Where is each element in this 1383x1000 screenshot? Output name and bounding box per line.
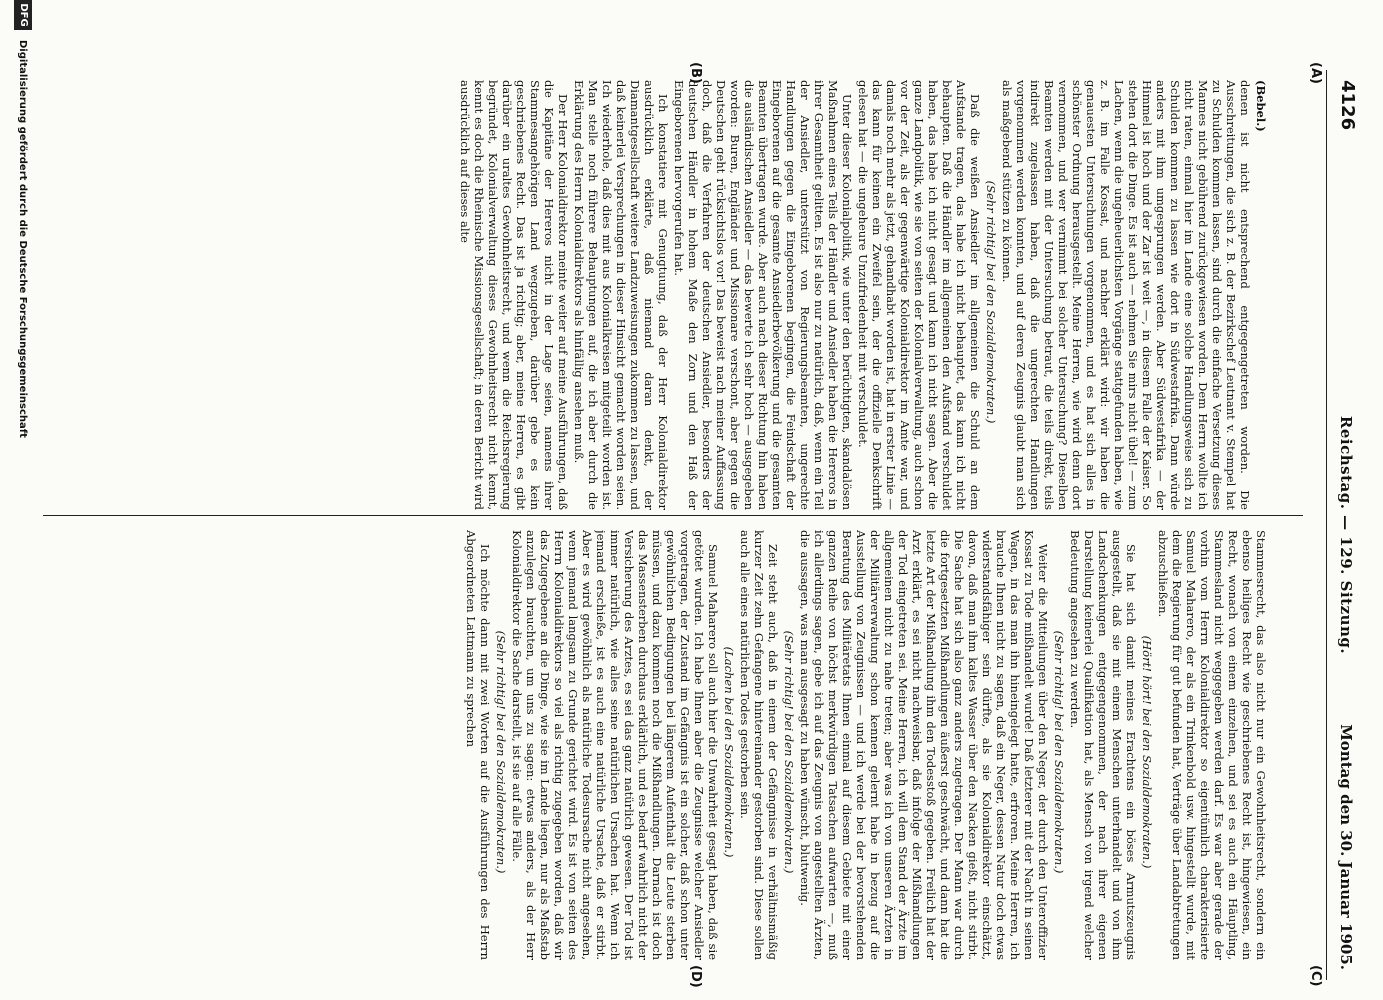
header-rule — [1326, 70, 1327, 980]
paragraph: Unter dieser Kolonialpolitik, wie unter den berüchtigten, skandalösen Maßnahmen eines Teils der Händler und Ansiedler haben die Hereros in ihrer Gesamtheit gelitten. Es ist also nur zu natürlich, daß, wenn ein Teil der Ansiedler, unterstützt von Regierungsbeamten, ungerechte Handlungen gegen die Eingeborenen begingen, die Feindschaft der Eingeborenen auf die gesamte Ansiedlerbevölkerung und die gesamten Beamten übertragen wurde. Aber auch nach dieser Richtung hin haben die ausländischen Ansiedler — das bewerte ich sehr hoch — ausgegeben worden: Buren, Engländer und Missionare verschont, aber gegen die Deutschen geht rücksichtslos vor! Das beweist nach meiner Auffassung doch, daß die Verfahren der deutschen Ansiedler, besonders der deutschen Händler in hohem Maße den Zorn und den Haß der Eingeborenen hervorgerufen hat. — [672, 80, 854, 510]
paragraph: Sie hat sich damit meines Erachtens ein böses Armutszeugnis ausgestellt, daß sie mit einem Menschen unterhandelt und von ihm Landschenkungen entgegengenommen, der nach ihrer eigenen Darstellung keinerlei Qualifikation hat, als Mensch von irgend welcher Bedeutung angesehen zu werden. — [1068, 530, 1138, 960]
interjection: (Sehr richtig! bei den Sozialdemokraten.) — [494, 630, 508, 874]
interjection: (Sehr richtig! bei den Sozialdemokraten.) — [782, 630, 796, 874]
speaker-name: (Bebel.) — [1254, 80, 1268, 132]
right-column — [68, 530, 1268, 960]
paragraph: Der Herr Kolonialdirektor meinte weiter auf meine Ausführungen, daß die Kapitäne der Hereros nicht in der Lage seien, namens ihrer Stammesangehörigen Land wegzugeben, darüber gebe es kein geschriebenes Recht. Das ist ja richtig; aber, meine Herren, es gibt darüber ein uraltes Gewohnheitsrecht, und wenn die Reichsregierung begründet, Kolonialverwaltung dieses Gewohnheitsrecht nicht kennt, kennt es doch die Rheinische Missionsgesellschaft; in deren Bericht wird ausdrücklich auf dieses alte — [458, 80, 570, 510]
paragraph: denen ist nicht entsprechend entgegengetreten worden. Die Ausschreitungen, die sich z. B. der Bezirkschef Leutnant v. Stempel hat zu Schulden kommen lassen, sind durch die einfache Versetzung dieses Mannes nicht gebührend zurückgewiesen worden. Dem Herrn wollte ich nicht raten, einmal hier im Lande eine solche Handlungsweise sich zu Schulden kommen zu lassen wie dort in Südwestafrika. Dann würde anders mit ihm umgesprungen werden. Aber Südwestafrika — der Himmel ist hoch und der Zar ist weit —, in diesem Falle der Kaiser. So stehen dort die Dinge. Es ist auch — nehmen Sie mirs nicht übel! — zum Lachen, wenn die ungeheuerlichsten Vorgänge stattgefunden haben, wie z. B. im Falle Kossat, und nachher erklärt wird: wir haben die genauesten Untersuchungen vorgenommen, und es hat sich alles in schönster Ordnung herausgestellt. Meine Herren, wie wird denn dort vernommen, und wer vernimmt bei solcher Untersuchung? Dieselben Beamten werden mit der Untersuchung betraut, die teils direkt, teils indirekt zugelassen haben, daß die ungerechten Handlungen vorgenommen werden konnten, und auf deren Zeugnis glaubt man sich als maßgebend stützen zu können. — [1000, 80, 1252, 510]
paragraph: Samuel Maharero soll auch hier die Unwahrheit gesagt haben, daß sie getötet wurden. Ich habe Ihnen aber die Zeugnisse welcher Ansiedler vorgetragen, der Zustand im Gefängnis ist ein solcher, daß schon unter gewöhnlichen Bedingungen bei längerem Aufenthalt die Leute sterben müssen, und dazu kommen noch die Mißhandlungen. Darnach ist doch das Massensterben durchaus erklärlich, und es bedarf wahrlich nicht der Versicherung des Arztes, es sei das ganz natürlich gewesen. Der Tod ist immer natürlich, wie alles seine natürlichen Ursachen hat. Wenn ich jemand erschieße, ist es auch eine natürliche Ursache, daß er stirbt. Aber es wird gewöhnlich als natürliche Todesursache nicht angesehen, wenn jemand langsam zu Grunde gerichtet wird. Es ist von seiten des Herrn Kolonialdirektors so viel als richtig zugegeben worden, daß wir das Zugegebene an die Dinge, wie sie im Lande liegen, nur als Maßstab anzulegen brauchten, um uns zu sagen: etwas anders, als der Herr Kolonialdirektor die Sache darstellt, ist sie auf alle Fälle. — [510, 530, 720, 960]
paragraph: Stammesrecht, das also nicht nur ein Gewohnheitsrecht, sondern ein ebenso heiliges Recht wie geschriebenes Recht ist, hingewiesen, ein Recht, wonach von einem einzelnen, und sei es auch ein Häuptling, Stammesland nicht weggegeben werden darf. Es war aber gerade der vorhin vom Herrn Kolonialdirektor so eigentümlich charakterisierte Samuel Maharero, der als ein Trinkenbold usw. hingestellt wurde, mit dem die Regierung für gut befunden hat, Verträge über Landabtretungen abzuschließen. — [1156, 530, 1268, 960]
running-title: Reichstag. — 129. Sitzung. — [1337, 415, 1355, 655]
left-column — [68, 80, 1268, 510]
paragraph: Ich möchte dann mit zwei Worten auf die Ausführungen des Herrn Abgeordneten Lattmann zu sprechen — [464, 530, 492, 960]
paragraph: Daß die weißen Ansiedler im allgemeinen die Schuld an dem Aufstande tragen, das habe ich nicht behauptet, das kann ich nicht behaupten. Daß die Händler im allgemeinen den Aufstand verschuldet haben, das habe ich nicht gesagt und kann ich nicht sagen. Aber die ganze Landpolitik, wie sie von seiten der Kolonialverwaltung, auch schon vor der Zeit, als der gegenwärtige Kolonialdirektor im Amte war, und damals noch mehr als jetzt, gehandhabt worden ist, hat in erster Linie — das kann für keinen ein Zweifel sein, der die offizielle Denkschrift gelesen hat — die ungeheure Unzufriedenheit mit verschuldet. — [856, 80, 982, 510]
paragraph: Ich konstatiere mit Genugtuung, daß der Herr Kolonialdirektor ausdrücklich erklärte, daß niemand daran denkt, der Diamantgesellschaft weitere Landzuweisungen zukommen zu lassen, und daß keinerlei Versprechungen in dieser Hinsicht gemacht worden seien. Ich wiederhole, daß dies mit aus Kolonialkreisen mitgeteilt worden ist. Man stelle noch führere Behauptungen auf, die ich aber durch die Erklärung des Herrn Kolonialdirektors als hinfällig ansehen muß. — [572, 80, 670, 510]
interjection: (Lachen bei den Sozialdemokraten.) — [722, 646, 736, 858]
interjection: (Sehr richtig! bei den Sozialdemokraten.) — [984, 180, 998, 424]
digitization-credit: Digitalisierung gefördert durch die Deutsche Forschungsgemeinschaft — [17, 40, 28, 438]
interjection: (Hört! hört! bei den Sozialdemokraten.) — [1140, 635, 1154, 869]
margin-marker-d: (D) — [688, 965, 703, 988]
column-divider — [43, 515, 1303, 516]
page-number: 4126 — [1337, 80, 1358, 131]
session-date: Montag den 30. Januar 1905. — [1337, 724, 1355, 970]
margin-marker-b: (B) — [688, 62, 703, 84]
page-footer — [0, 0, 40, 1000]
paragraph: Weiter die Mitteilungen über den Neger, der durch den Unteroffizier Kossat zu Tode mißhandelt wurde! Daß letzterer mit der Nacht in seinen Wagen, in das man ihn hineingelegt hatte, erfroren. Meine Herren, ich brauche Ihnen nicht zu sagen, daß ein Neger, dessen Natur doch etwas widerstandsfähiger sein dürfte, als sie Kolonialdirektor einschätzt, davon, daß man ihm kaltes Wasser über den Nacken gießt, nicht stirbt. Die Sache hat sich also ganz anders zugetragen. Der Mann war durch die fortgesetzten Mißhandlungen äußerst geschwächt, und dann hat die letzte Art der Mißhandlung ihm den Todesstoß gegeben. Freilich hat der Arzt erklärt, es sei nicht nachweisbar, daß infolge der Mißhandlungen der Tod eingetreten sei. Meine Herren, ich will dem Stand der Ärzte im allgemeinen nicht zu nahe treten; aber was ich von unseren Ärzten in der Militärverwaltung schon kennen gelernt habe in bezug auf die Ausstellung von Zeugnissen — und ich werde bei der bevorstehenden Beratung des Militäretats Ihnen einmal auf diesem Gebiete mit einer ganzen Reihe von höchst merkwürdigen Tatsachen aufwarten —, muß ich allerdings sagen, gebe ich auf das Zeugnis von angestellten Ärzten, die aussagen, was man ausgesagt zu haben wünscht, blutwenig. — [798, 530, 1050, 960]
interjection: (Sehr richtig! bei den Sozialdemokraten.) — [1052, 630, 1066, 874]
paragraph: Zeit steht auch, daß in einem der Gefängnisse in verhältnismäßig kurzer Zeit zehn Gefangene hintereinander gestorben sind. Diese sollen auch alle eines natürlichen Todes gestorben sein. — [738, 530, 780, 960]
dfg-logo: DFG — [14, 0, 32, 30]
margin-marker-a: (A) — [1308, 62, 1323, 84]
page-header — [1273, 70, 1383, 1000]
margin-marker-c: (C) — [1308, 965, 1323, 987]
